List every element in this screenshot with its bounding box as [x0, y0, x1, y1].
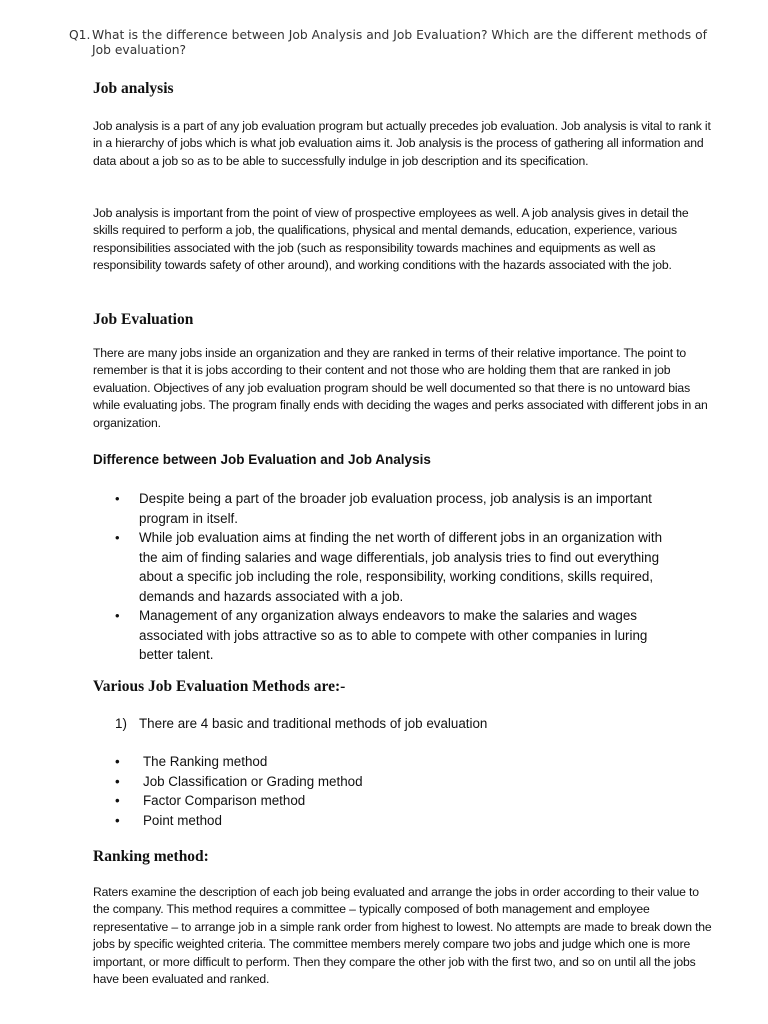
heading-job-analysis: Job analysis — [93, 80, 174, 97]
heading-ranking-method: Ranking method: — [93, 848, 209, 865]
numbered-label: 1) — [115, 716, 127, 731]
difference-list — [112, 489, 672, 665]
question-text: What is the difference between Job Analysis and Job Evaluation? Which are the different methods of Job evaluation? — [92, 28, 707, 57]
list-item: • Factor Comparison method — [112, 791, 363, 811]
question — [69, 28, 709, 58]
methods-list — [112, 752, 363, 830]
question-number: Q1. — [69, 28, 91, 42]
numbered-text: There are 4 basic and traditional methods of job evaluation — [139, 716, 488, 731]
bullet-icon: • — [115, 491, 120, 506]
bullet-icon: • — [115, 530, 120, 545]
list-item: • Despite being a part of the broader job evaluation process, job analysis is an important program in itself. — [115, 491, 652, 526]
bullet-icon: • — [115, 608, 120, 623]
paragraph-job-analysis-2: Job analysis is important from the point of view of prospective employees as well. A job analysis gives in detail the skills required to perform a job, the qualifications, physical and mental demands, education, experience, various responsibilities associated with the job (such as responsibility towards machines and equipments as well as responsibility towards safety of other around), and working conditions with the hazards associated with the job. — [93, 206, 689, 273]
heading-methods: Various Job Evaluation Methods are:- — [93, 678, 346, 695]
list-item: • Management of any organization always endeavors to make the salaries and wages associated with jobs attractive so as to able to compete with other companies in luring better talent. — [115, 608, 648, 662]
paragraph-ranking-method: Raters examine the description of each job being evaluated and arrange the jobs in order according to their value to the company. This method requires a committee – typically composed of both management and employee representative – to arrange job in a simple rank order from highest to lowest. No attempts are made to break down the jobs by specific weighted criteria. The committee members merely compare two jobs and judge which one is more important, or more difficult to perform. Then they compare the other job with the first two, and so on until all the jobs have been evaluated and ranked. — [93, 885, 712, 987]
heading-job-evaluation: Job Evaluation — [93, 311, 194, 328]
numbered-item — [115, 714, 487, 733]
bullet-icon: • — [115, 793, 120, 809]
list-item: • Point method — [112, 811, 363, 831]
bullet-icon: • — [115, 773, 120, 789]
list-item: • While job evaluation aims at finding the net worth of different jobs in an organization with the aim of finding salaries and wage differentials, job analysis tries to find out everything about a specific job including the role, responsibility, working conditions, skills required, demands and hazards associated with a job. — [115, 530, 663, 604]
heading-difference: Difference between Job Evaluation and Job Analysis — [93, 452, 431, 467]
bullet-icon: • — [115, 754, 120, 769]
bullet-icon: • — [115, 812, 120, 828]
paragraph-job-evaluation: There are many jobs inside an organization and they are ranked in terms of their relative importance. The point to remember is that it is jobs according to their content and not those who are holding them that are ranked in job evaluation. Objectives of any job evaluation program should be well documented so that there is no untoward bias while evaluating jobs. The program finally ends with deciding the wages and perks associated with different jobs in an organization. — [93, 346, 708, 430]
list-item: • Job Classification or Grading method — [112, 772, 363, 792]
list-item: • The Ranking method — [112, 752, 363, 772]
paragraph-job-analysis-1: Job analysis is a part of any job evaluation program but actually precedes job evaluation. Job analysis is vital to rank it in a hierarchy of jobs which is what job evaluation aims it. Job analysis is the process of gathering all information and data about a job so as to be able to successfully indulge in job description and its specification. — [93, 119, 711, 168]
